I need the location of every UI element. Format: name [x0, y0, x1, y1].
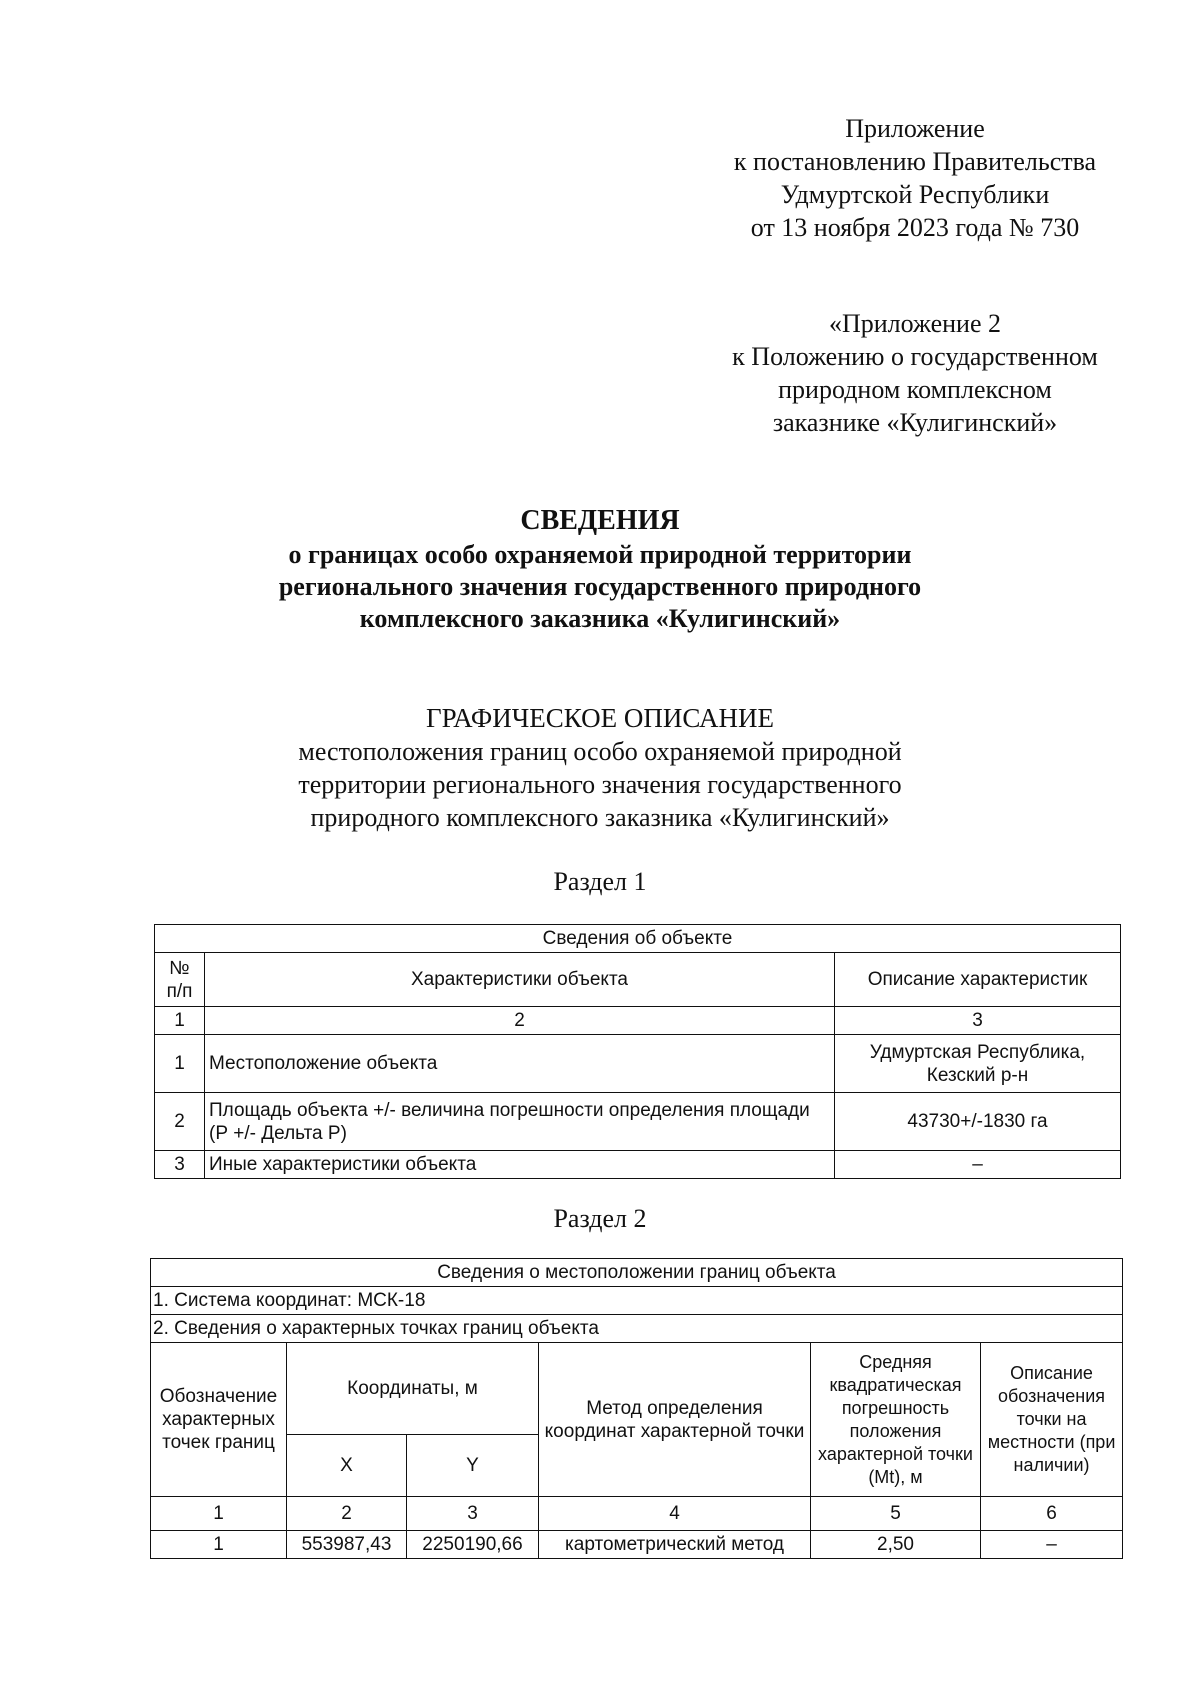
table-row	[155, 1093, 1121, 1151]
header-description: Описание характеристик	[835, 953, 1121, 1007]
graphic-line: природного комплексного заказника «Кулигинский»	[310, 803, 890, 832]
row-characteristic: Площадь объекта +/- величина погрешности определения площади (Р +/- Дельта Р)	[205, 1093, 835, 1151]
boundaries-table	[150, 1258, 1123, 1559]
table-caption: Сведения об объекте	[155, 925, 1121, 953]
coordinate-system: 1. Система координат: МСК-18	[151, 1287, 1123, 1315]
table-row	[155, 1151, 1121, 1179]
appendix-inner-line: «Приложение 2	[828, 309, 1002, 338]
header-characteristics: Характеристики объекта	[205, 953, 835, 1007]
graphic-description-title	[150, 702, 1050, 834]
numbering-cell: 3	[835, 1007, 1121, 1035]
points-caption: 2. Сведения о характерных точках границ объекта	[151, 1315, 1123, 1343]
header-designation: Обозначение характерных точек границ	[151, 1343, 287, 1497]
point-method: картометрический метод	[539, 1531, 811, 1559]
title-heading: СВЕДЕНИЯ	[520, 505, 680, 536]
header-y: Y	[407, 1435, 539, 1497]
appendix-line: от 13 ноября 2023 года № 730	[750, 213, 1080, 242]
graphic-line: местоположения границ особо охраняемой природной	[298, 737, 902, 766]
title-line: регионального значения государственного природного	[278, 572, 922, 601]
header-method: Метод определения координат характерной точки	[539, 1343, 811, 1497]
appendix-line: к постановлению Правительства	[733, 147, 1097, 176]
row-number: 3	[155, 1151, 205, 1179]
section-2-title: Раздел 2	[553, 1204, 647, 1233]
table-row	[155, 1007, 1121, 1035]
table-caption: Сведения о местоположении границ объекта	[151, 1259, 1123, 1287]
row-value: Удмуртская Республика, Кезский р-н	[835, 1035, 1121, 1093]
numbering-cell: 2	[205, 1007, 835, 1035]
appendix-inner-header	[700, 307, 1130, 439]
numbering-cell: 2	[287, 1497, 407, 1531]
appendix-line: Приложение	[845, 114, 985, 143]
header-number: № п/п	[155, 953, 205, 1007]
point-x: 553987,43	[287, 1531, 407, 1559]
document-title	[150, 503, 1050, 635]
graphic-line: территории регионального значения государственного	[298, 770, 902, 799]
row-number: 1	[155, 1035, 205, 1093]
appendix-line: Удмуртской Республики	[780, 180, 1050, 209]
numbering-cell: 6	[981, 1497, 1123, 1531]
appendix-inner-line: заказнике «Кулигинский»	[772, 408, 1058, 437]
graphic-heading: ГРАФИЧЕСКОЕ ОПИСАНИЕ	[425, 703, 775, 733]
appendix-inner-line: природном комплексном	[778, 375, 1052, 404]
table-row	[151, 1531, 1123, 1559]
row-value: –	[835, 1151, 1121, 1179]
object-info-table	[154, 924, 1121, 1179]
row-characteristic: Местоположение объекта	[205, 1035, 835, 1093]
header-x: X	[287, 1435, 407, 1497]
header-description: Описание обозначения точки на местности (при наличии)	[981, 1343, 1123, 1497]
row-characteristic: Иные характеристики объекта	[205, 1151, 835, 1179]
row-number: 2	[155, 1093, 205, 1151]
numbering-cell: 4	[539, 1497, 811, 1531]
header-coordinates: Координаты, м	[287, 1343, 539, 1435]
header-error: Средняя квадратическая погрешность положения характерной точки (Mt), м	[811, 1343, 981, 1497]
numbering-cell: 1	[151, 1497, 287, 1531]
section-1-title: Раздел 1	[553, 867, 647, 896]
appendix-inner-line: к Положению о государственном	[732, 342, 1098, 371]
point-error: 2,50	[811, 1531, 981, 1559]
numbering-cell: 5	[811, 1497, 981, 1531]
row-value: 43730+/-1830 га	[835, 1093, 1121, 1151]
table-row	[155, 1035, 1121, 1093]
table-row	[151, 1497, 1123, 1531]
point-id: 1	[151, 1531, 287, 1559]
title-line: о границах особо охраняемой природной территории	[288, 540, 912, 569]
numbering-cell: 3	[407, 1497, 539, 1531]
numbering-cell: 1	[155, 1007, 205, 1035]
appendix-header	[700, 112, 1130, 244]
point-y: 2250190,66	[407, 1531, 539, 1559]
title-line: комплексного заказника «Кулигинский»	[359, 604, 841, 633]
point-description: –	[981, 1531, 1123, 1559]
